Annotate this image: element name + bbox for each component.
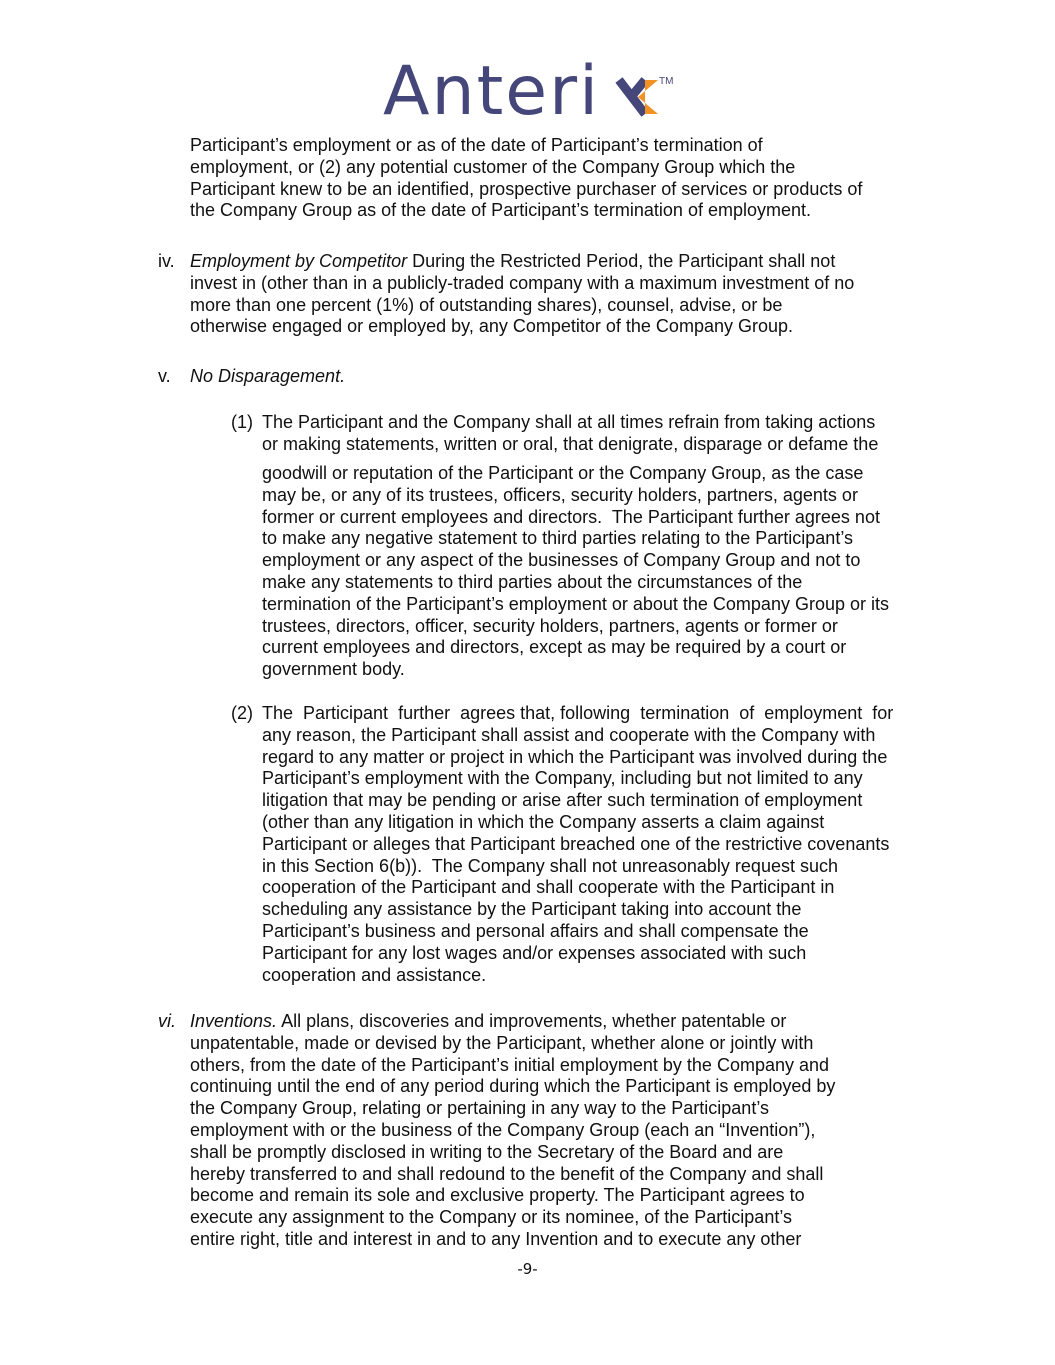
text-line: others, from the date of the Participant’s initial employment by the Company and [190, 1054, 830, 1075]
text-line: make any statements to third parties about the circumstances of the [262, 571, 803, 592]
paragraph-v [158, 366, 346, 388]
section-title: No Disparagement. [190, 366, 346, 386]
text-line: Participant or alleges that Participant breached one of the restrictive covenants [262, 833, 890, 854]
list-marker: vi. [158, 1011, 176, 1031]
text-line: the Company Group as of the date of Participant’s termination of employment. [190, 200, 811, 221]
text-line: employment with or the business of the Company Group (each an “Invention”), [190, 1119, 816, 1140]
text-line: former or current employees and directors. The Participant further agrees not [262, 506, 880, 527]
paragraph-iv [158, 251, 855, 338]
list-marker: iv. [158, 251, 175, 271]
text-line: hereby transferred to and shall redound to the benefit of the Company and shall [190, 1163, 824, 1184]
text-line: litigation that may be pending or arise after such termination of employment [262, 790, 863, 811]
text-line: the Company Group, relating or pertaining in any way to the Participant’s [190, 1098, 769, 1119]
anterix-logo [383, 52, 683, 124]
text-line [190, 251, 854, 273]
text-line: may be, or any of its trustees, officers, security holders, partners, agents or [262, 484, 858, 505]
text-line: Participant’s employment or as of the date of Participant’s termination of [190, 135, 763, 155]
list-marker: (1) [231, 412, 253, 432]
text-line [190, 1011, 835, 1033]
page-number: -9- [517, 1260, 538, 1278]
text-line: unpatentable, made or devised by the Participant, whether alone or jointly with [190, 1032, 814, 1053]
text-line: Participant for any lost wages and/or expenses associated with such [262, 942, 807, 963]
text-line: Participant knew to be an identified, prospective purchaser of services or products of [190, 178, 863, 199]
text-line: termination of the Participant’s employment or about the Company Group or its [262, 593, 889, 614]
paragraph-vi [158, 1011, 836, 1251]
text-line: become and remain its sole and exclusive property. The Participant agrees to [190, 1185, 805, 1206]
text-line: current employees and directors, except as may be required by a court or [262, 637, 847, 658]
svg-text:Anteri: Anteri [383, 52, 600, 124]
text-line: trustees, directors, officer, security holders, partners, agents or former or [262, 615, 838, 636]
text-line: The Participant further agrees that, following termination of employment for [262, 703, 894, 723]
text-line: otherwise engaged or employed by, any Competitor of the Company Group. [190, 316, 793, 337]
section-title: Inventions. [190, 1011, 278, 1031]
text-line: more than one percent (1%) of outstanding shares), counsel, advise, or be [190, 294, 783, 315]
text-line: execute any assignment to the Company or its nominee, of the Participant’s [190, 1207, 792, 1228]
text-line [190, 366, 345, 388]
text-line: (other than any litigation in which the Company asserts a claim against [262, 811, 825, 832]
list-marker: v. [158, 366, 171, 386]
text-line: cooperation of the Participant and shall cooperate with the Participant in [262, 877, 835, 898]
text-line: or making statements, written or oral, that denigrate, disparage or defame the [262, 433, 879, 454]
text-line: continuing until the end of any period during which the Participant is employed by [190, 1076, 836, 1097]
paragraph-v1a [231, 412, 879, 456]
paragraph-v1b [262, 463, 889, 681]
text-line: The Participant and the Company shall at all times refrain from taking actions [262, 412, 876, 432]
paragraph-intro [190, 135, 862, 222]
text-line: invest in (other than in a publicly-traded company with a maximum investment of no [190, 272, 855, 293]
text-span: During the Restricted Period, the Participant shall not [407, 251, 836, 271]
list-marker: (2) [231, 703, 253, 723]
text-span: All plans, discoveries and improvements, whether patentable or [277, 1011, 787, 1031]
text-line: in this Section 6(b)). The Company shall not unreasonably request such [262, 855, 838, 876]
text-line: goodwill or reputation of the Participant or the Company Group, as the case [262, 463, 864, 483]
svg-text:TM: TM [659, 76, 674, 87]
text-line: entire right, title and interest in and to any Invention and to execute any other [190, 1228, 802, 1249]
section-title: Employment by Competitor [190, 251, 408, 271]
text-line: to make any negative statement to third parties relating to the Participant’s [262, 528, 853, 549]
text-line: shall be promptly disclosed in writing to the Secretary of the Board and are [190, 1141, 784, 1162]
text-line: any reason, the Participant shall assist and cooperate with the Company with [262, 724, 876, 745]
text-line: employment or any aspect of the businesses of Company Group and not to [262, 550, 861, 571]
text-line: Participant’s employment with the Company, including but not limited to any [262, 768, 863, 789]
text-line: regard to any matter or project in which the Participant was involved during the [262, 746, 888, 767]
text-line: cooperation and assistance. [262, 964, 487, 985]
text-line: employment, or (2) any potential customer of the Company Group which the [190, 156, 796, 177]
text-line: Participant’s business and personal affairs and shall compensate the [262, 920, 809, 941]
paragraph-v2 [231, 703, 894, 986]
text-line: scheduling any assistance by the Participant taking into account the [262, 899, 802, 920]
text-line: government body. [262, 659, 405, 680]
